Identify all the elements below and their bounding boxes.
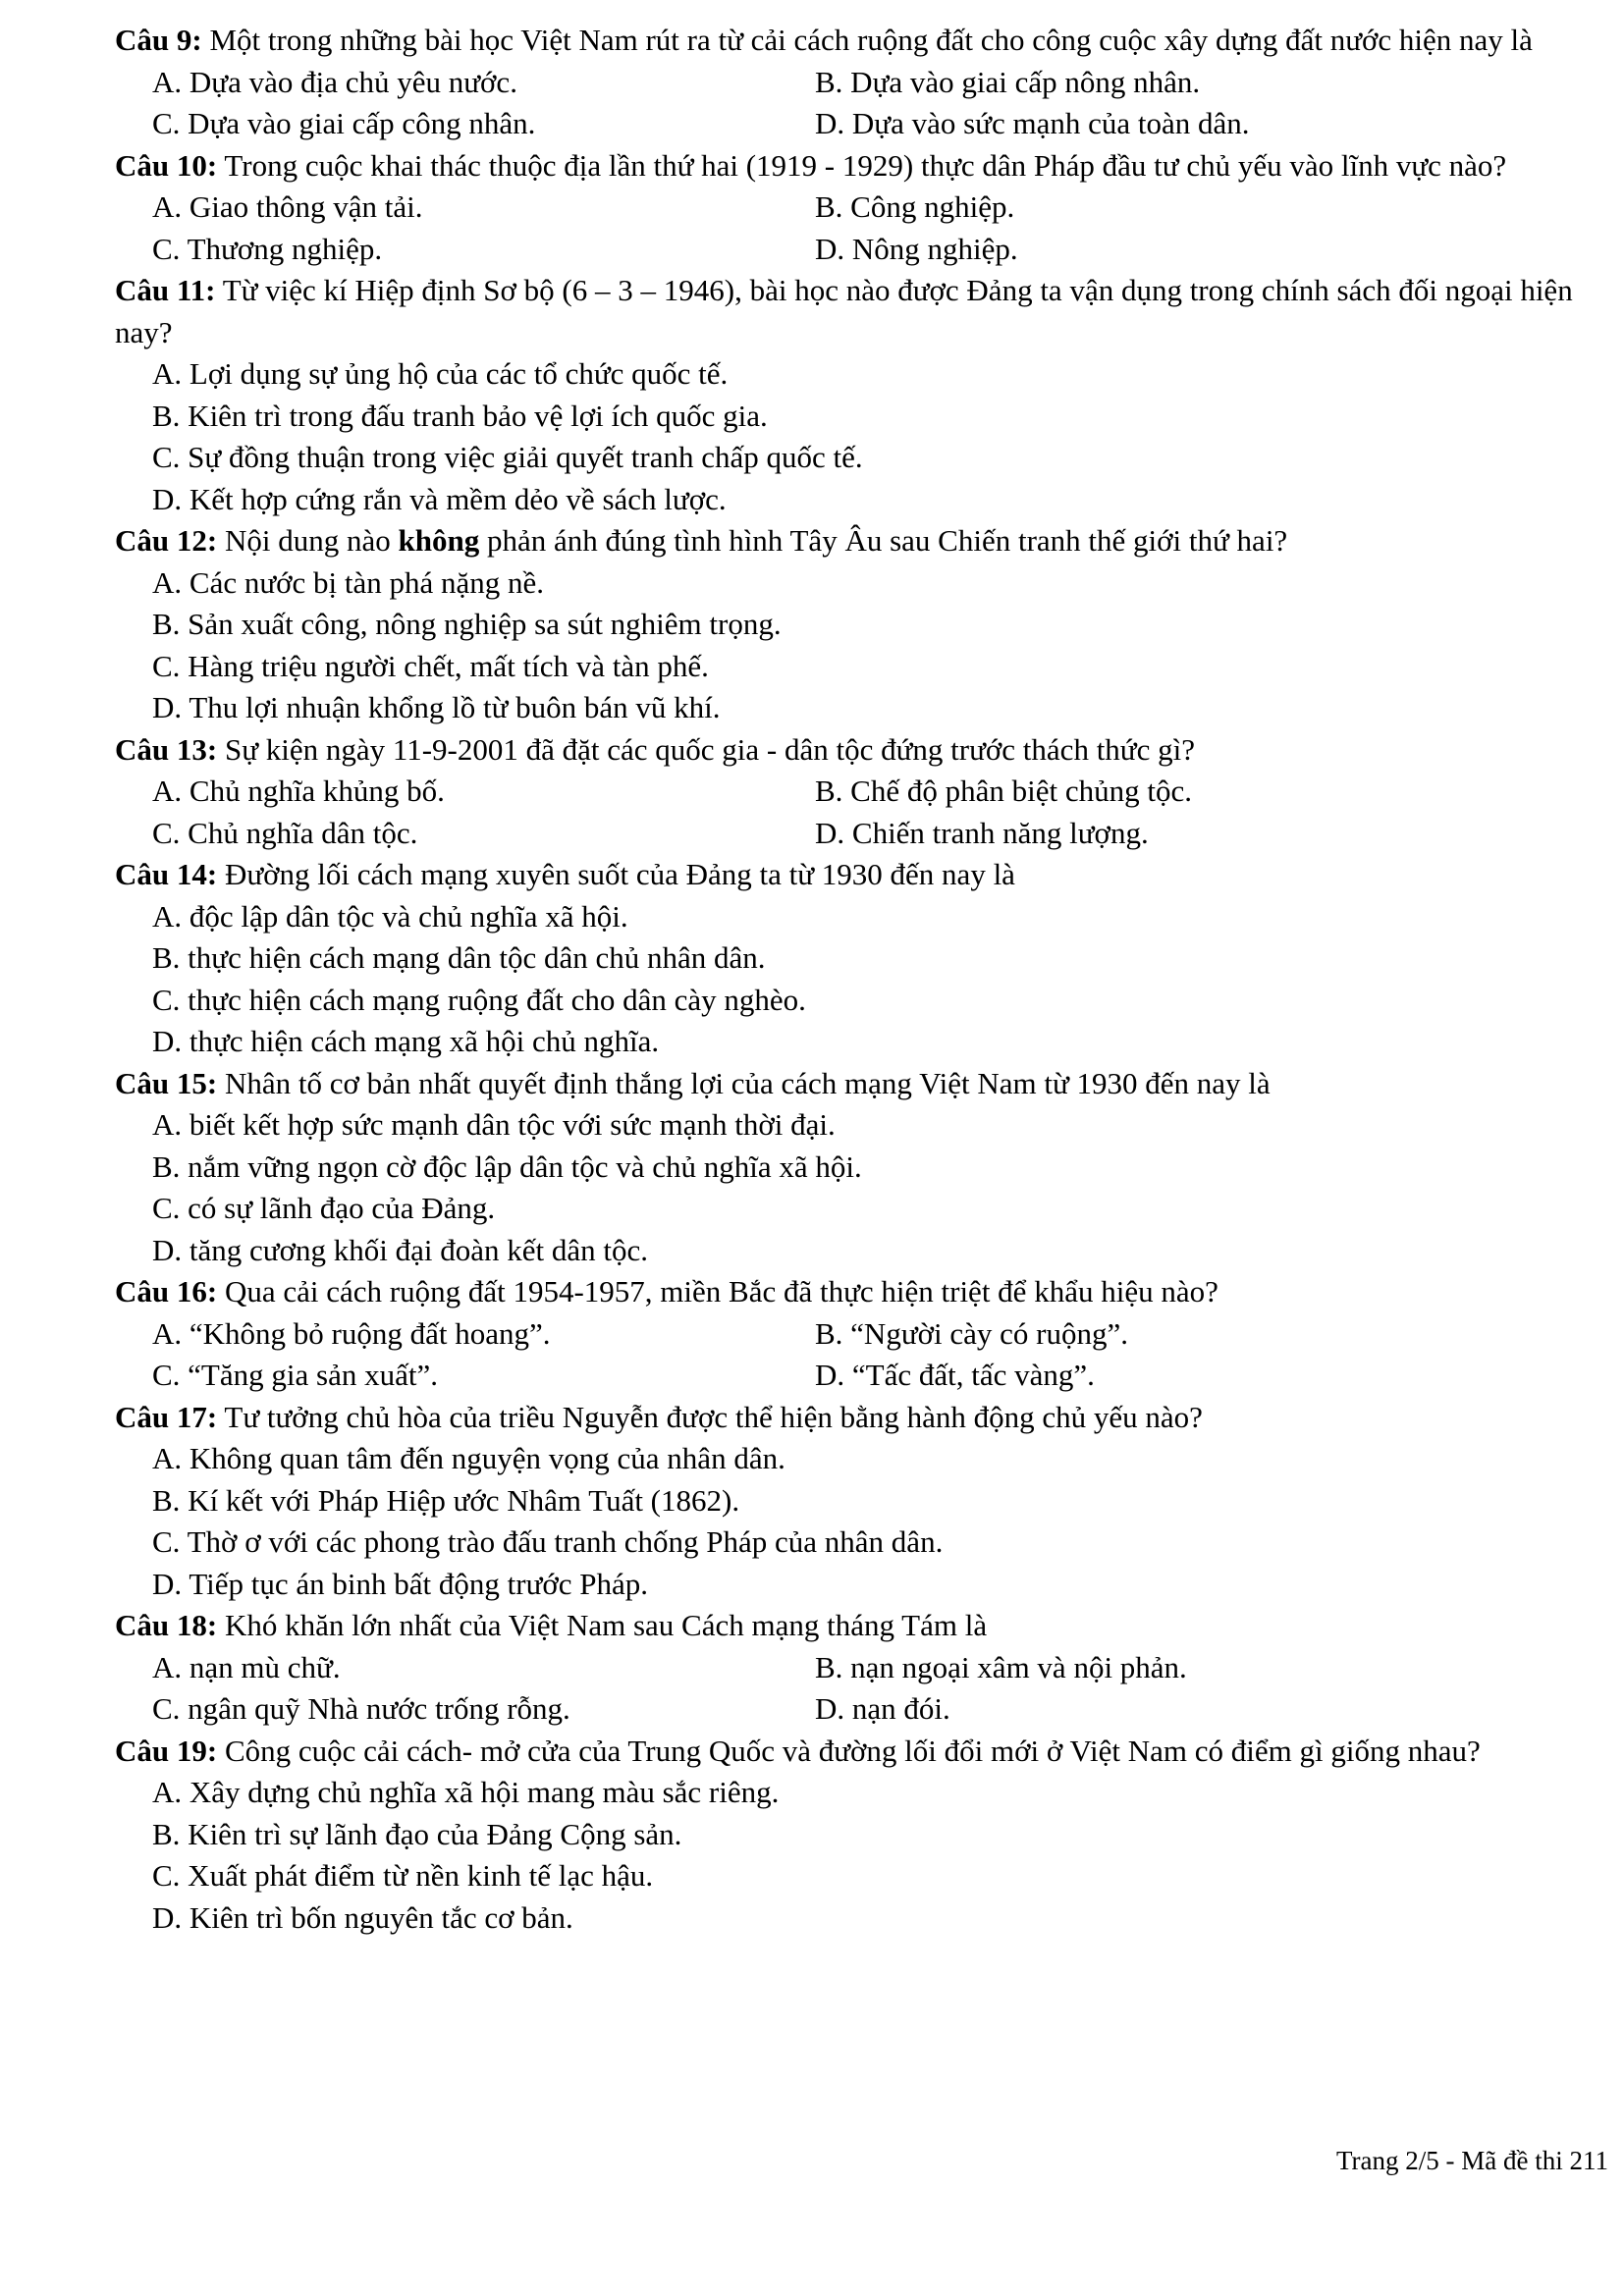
option-b: B. nắm vững ngọn cờ độc lập dân tộc và chủ nghĩa xã hội. [152, 1148, 862, 1184]
question-number: Câu 18: [115, 1608, 218, 1642]
question-text: Đường lối cách mạng xuyên suốt của Đảng ta từ 1930 đến nay là [217, 857, 1015, 891]
option-b: B. Kiên trì trong đấu tranh bảo vệ lợi ích quốc gia. [152, 398, 768, 433]
option-d: D. tăng cương khối đại đoàn kết dân tộc. [152, 1232, 648, 1267]
question-text: Khó khăn lớn nhất của Việt Nam sau Cách mạng tháng Tám là [217, 1608, 988, 1642]
question-16 [115, 1271, 1607, 1397]
option-d: D. Thu lợi nhuận khổng lồ từ buôn bán vũ khí. [152, 690, 721, 724]
question-number: Câu 17: [115, 1399, 218, 1434]
question-stem [115, 1605, 1607, 1647]
question-number: Câu 14: [115, 857, 218, 891]
option-c: C. Hàng triệu người chết, mất tích và tàn phế. [152, 648, 709, 683]
option-d: D. Kết hợp cứng rắn và mềm dẻo về sách lược. [152, 481, 727, 516]
option-c: C. ngân quỹ Nhà nước trống rỗng. [152, 1691, 570, 1726]
option-d: D. nạn đói. [815, 1691, 950, 1726]
question-number: Câu 19: [115, 1733, 218, 1768]
question-number: Câu 12: [115, 523, 218, 558]
option-c: C. Sự đồng thuận trong việc giải quyết tranh chấp quốc tế. [152, 440, 863, 474]
option-a: A. Chủ nghĩa khủng bố. [152, 774, 445, 808]
option-a: A. độc lập dân tộc và chủ nghĩa xã hội. [152, 898, 628, 934]
question-stem [115, 1063, 1607, 1105]
question-stem [115, 20, 1607, 62]
question-text: Qua cải cách ruộng đất 1954-1957, miền Bắc đã thực hiện triệt để khẩu hiệu nào? [217, 1274, 1218, 1308]
question-15 [115, 1063, 1607, 1272]
question-text: Từ việc kí Hiệp định Sơ bộ (6 – 3 – 1946), bài học nào được Đảng ta vận dụng trong chính sách đối ngoại hiện nay? [115, 273, 1573, 349]
question-text: Nhân tố cơ bản nhất quyết định thắng lợi của cách mạng Việt Nam từ 1930 đến nay là [217, 1065, 1271, 1100]
question-11 [115, 270, 1607, 520]
question-13 [115, 729, 1607, 855]
question-text: Tư tưởng chủ hòa của triều Nguyễn được thể hiện bằng hành động chủ yếu nào? [217, 1399, 1203, 1434]
question-stem [115, 270, 1607, 353]
option-c: C. thực hiện cách mạng ruộng đất cho dân cày nghèo. [152, 982, 806, 1017]
option-d: D. thực hiện cách mạng xã hội chủ nghĩa. [152, 1024, 660, 1058]
answer-options [115, 187, 1607, 270]
option-b: B. Dựa vào giai cấp nông nhân. [815, 64, 1201, 99]
answer-options [115, 1313, 1607, 1397]
question-text: Một trong những bài học Việt Nam rút ra từ cải cách ruộng đất cho công cuộc xây dựng đất nước hiện nay là [201, 23, 1533, 57]
answer-options [115, 1104, 1607, 1271]
question-stem [115, 729, 1607, 772]
question-number: Câu 9: [115, 23, 202, 57]
question-stem [115, 854, 1607, 896]
answer-options [115, 62, 1607, 145]
option-a: A. nạn mù chữ. [152, 1649, 341, 1684]
option-c: C. Dựa vào giai cấp công nhân. [152, 106, 536, 140]
question-number: Câu 11: [115, 273, 216, 307]
option-c: C. “Tăng gia sản xuất”. [152, 1358, 438, 1392]
question-stem [115, 145, 1607, 187]
option-d: D. Nông nghiệp. [815, 231, 1018, 266]
option-d: D. Chiến tranh năng lượng. [815, 815, 1149, 850]
question-text: Sự kiện ngày 11-9-2001 đã đặt các quốc gia - dân tộc đứng trước thách thức gì? [217, 731, 1195, 767]
question-stem [115, 1731, 1607, 1773]
option-c: C. Chủ nghĩa dân tộc. [152, 815, 418, 850]
option-c: C. Xuất phát điểm từ nền kinh tế lạc hậu. [152, 1858, 654, 1893]
option-b: B. Kiên trì sự lãnh đạo của Đảng Cộng sản. [152, 1816, 682, 1851]
option-d: D. Kiên trì bốn nguyên tắc cơ bản. [152, 1899, 573, 1935]
question-number: Câu 10: [115, 147, 218, 183]
question-emphasis: không [398, 523, 480, 558]
question-text-before: Nội dung nào [217, 523, 399, 558]
answer-options [115, 771, 1607, 854]
option-a: A. Giao thông vận tải. [152, 189, 423, 224]
option-b: B. Chế độ phân biệt chủng tộc. [815, 774, 1192, 808]
option-b: B. Sản xuất công, nông nghiệp sa sút nghiêm trọng. [152, 607, 782, 641]
question-stem [115, 520, 1607, 562]
option-b: B. nạn ngoại xâm và nội phản. [815, 1649, 1187, 1684]
question-text-after: phản ánh đúng tình hình Tây Âu sau Chiến tranh thế giới thứ hai? [479, 523, 1288, 558]
answer-options [115, 1438, 1607, 1605]
question-18 [115, 1605, 1607, 1731]
answer-options [115, 562, 1607, 729]
option-d: D. “Tấc đất, tấc vàng”. [815, 1358, 1095, 1392]
option-b: B. Công nghiệp. [815, 189, 1015, 224]
question-stem [115, 1271, 1607, 1313]
answer-options [115, 1772, 1607, 1939]
option-b: B. “Người cày có ruộng”. [815, 1315, 1128, 1351]
option-a: A. Lợi dụng sự ủng hộ của các tổ chức quốc tế. [152, 356, 729, 391]
option-d: D. Dựa vào sức mạnh của toàn dân. [815, 106, 1250, 140]
option-a: A. biết kết hợp sức mạnh dân tộc với sức mạnh thời đại. [152, 1107, 836, 1142]
exam-page [115, 20, 1607, 1939]
question-number: Câu 15: [115, 1065, 218, 1100]
question-9 [115, 20, 1607, 145]
option-a: A. Không quan tâm đến nguyện vọng của nhân dân. [152, 1441, 785, 1475]
option-c: C. Thương nghiệp. [152, 231, 383, 266]
answer-options [115, 1647, 1607, 1731]
question-stem [115, 1397, 1607, 1439]
question-12 [115, 520, 1607, 729]
option-b: B. thực hiện cách mạng dân tộc dân chủ nhân dân. [152, 940, 766, 975]
option-b: B. Kí kết với Pháp Hiệp ước Nhâm Tuất (1862). [152, 1482, 740, 1518]
answer-options [115, 896, 1607, 1063]
question-text: Trong cuộc khai thác thuộc địa lần thứ hai (1919 - 1929) thực dân Pháp đầu tư chủ yếu vào lĩnh vực nào? [217, 147, 1507, 183]
option-a: A. Dựa vào địa chủ yêu nước. [152, 64, 517, 99]
option-a: A. Xây dựng chủ nghĩa xã hội mang màu sắc riêng. [152, 1775, 780, 1809]
question-text: Công cuộc cải cách- mở cửa của Trung Quốc và đường lối đổi mới ở Việt Nam có điểm gì giống nhau? [217, 1733, 1481, 1768]
question-19 [115, 1731, 1607, 1940]
question-14 [115, 854, 1607, 1063]
option-d: D. Tiếp tục án binh bất động trước Pháp. [152, 1566, 649, 1601]
option-c: C. Thờ ơ với các phong trào đấu tranh chống Pháp của nhân dân. [152, 1524, 944, 1559]
question-number: Câu 16: [115, 1274, 218, 1308]
option-a: A. “Không bỏ ruộng đất hoang”. [152, 1315, 551, 1351]
option-a: A. Các nước bị tàn phá nặng nề. [152, 564, 545, 600]
answer-options [115, 353, 1607, 520]
question-17 [115, 1397, 1607, 1606]
page-footer: Trang 2/5 - Mã đề thi 211 [1336, 2146, 1608, 2175]
option-c: C. có sự lãnh đạo của Đảng. [152, 1191, 496, 1225]
question-10 [115, 145, 1607, 271]
question-number: Câu 13: [115, 731, 218, 767]
